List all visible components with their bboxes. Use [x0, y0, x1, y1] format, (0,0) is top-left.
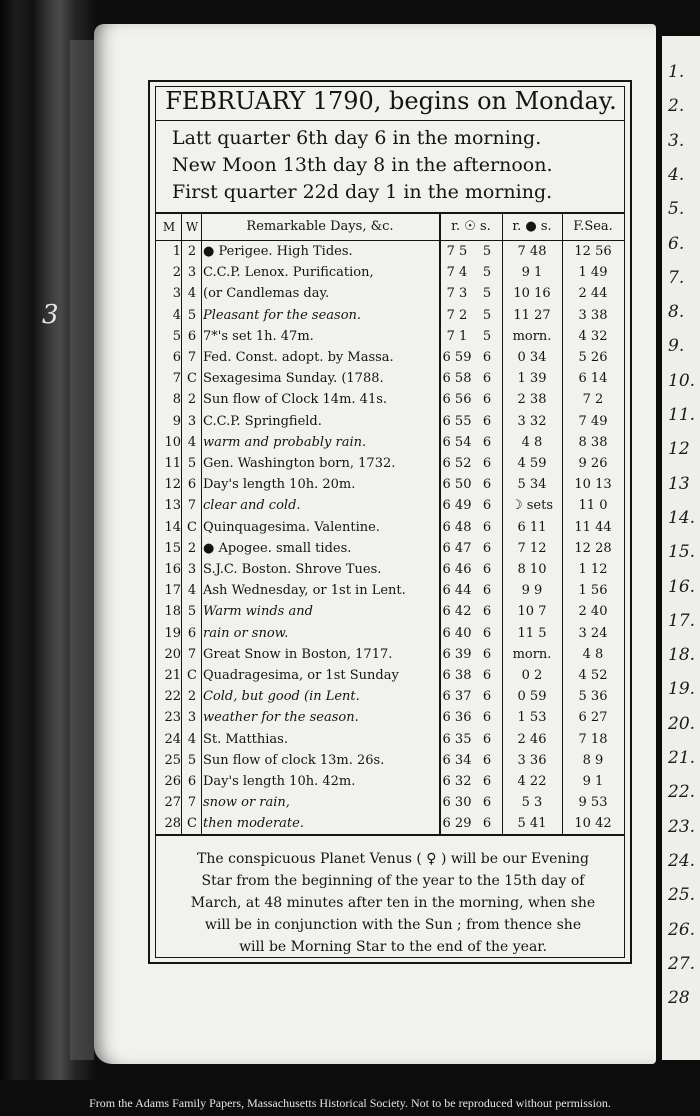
day-of-month: 28	[164, 816, 181, 832]
remarkable-day: St. Matthias.	[203, 731, 288, 747]
sun-rise: 6 40	[442, 625, 472, 641]
moon-rise-set: 5 34	[517, 477, 547, 493]
day-of-month: 2	[172, 265, 181, 281]
handwritten-day-number: 21.	[668, 748, 696, 768]
day-of-month: 3	[172, 286, 181, 302]
handwritten-day-number: 23.	[668, 816, 696, 837]
sun-set: 6	[482, 625, 492, 641]
table-row	[155, 751, 625, 771]
full-sea: 12 28	[574, 540, 612, 556]
sun-set: 6	[482, 519, 492, 535]
venus-note-line: will be in conjunction with the Sun ; from thence she	[204, 917, 582, 933]
day-of-week: 7	[187, 350, 197, 365]
moon-rise-set: 8 10	[517, 562, 547, 577]
handwritten-day-number: 20.	[668, 713, 696, 734]
day-of-month: 24	[164, 731, 181, 747]
day-of-month: 19	[164, 625, 181, 641]
remarkable-day: Day's length 10h. 42m.	[203, 774, 356, 789]
full-sea: 7 49	[578, 413, 608, 429]
moon-rise-set: 4 59	[517, 456, 547, 471]
handwritten-day-number: 19.	[668, 679, 696, 700]
sun-set: 6	[482, 413, 492, 429]
sun-set: 6	[482, 540, 492, 556]
sun-rise: 6 59	[442, 350, 472, 365]
day-of-month: 16	[164, 562, 181, 577]
handwritten-day-number: 8.	[668, 302, 685, 323]
full-sea: 10 13	[574, 477, 612, 493]
moon-rise-set: 11 27	[513, 307, 551, 323]
moon-rise-set: ☽ sets	[510, 498, 554, 514]
table-row	[155, 624, 625, 644]
sun-set: 6	[482, 477, 492, 493]
table-row	[155, 496, 625, 516]
sun-rise: 6 36	[442, 710, 472, 726]
handwritten-day-number: 16.	[668, 576, 696, 597]
header-rule	[155, 240, 625, 241]
day-of-month: 18	[164, 604, 181, 620]
remarkable-day: 7*'s set 1h. 47m.	[203, 328, 314, 344]
remarkable-day: C.C.P. Springfield.	[203, 413, 322, 429]
day-of-month: 23	[164, 710, 181, 726]
table-row	[155, 369, 625, 389]
sun-set: 6	[482, 816, 492, 832]
day-of-week: 4	[187, 731, 197, 747]
full-sea: 11 0	[578, 498, 608, 514]
remarkable-day: Day's length 10h. 20m.	[203, 477, 356, 493]
sun-set: 6	[482, 795, 492, 811]
table-row	[155, 263, 625, 283]
sun-set: 6	[482, 710, 492, 726]
sun-rise: 7 4	[446, 265, 468, 281]
table-row	[155, 772, 625, 792]
full-sea: 8 9	[582, 752, 604, 768]
full-sea: 5 26	[578, 350, 608, 365]
full-sea: 3 38	[578, 307, 608, 323]
table-row	[155, 814, 625, 834]
moon-section-rule	[155, 212, 625, 214]
day-of-month: 22	[164, 689, 181, 705]
full-sea: 4 8	[582, 646, 604, 662]
handwritten-day-number: 14.	[668, 507, 696, 528]
day-of-month: 20	[164, 646, 181, 662]
sun-rise: 6 47	[442, 540, 472, 556]
full-sea: 4 32	[578, 328, 608, 344]
sun-rise: 6 35	[442, 731, 472, 747]
remarkable-day: Cold, but good (in Lent.	[203, 689, 360, 705]
day-of-week: C	[187, 371, 197, 387]
day-of-month: 10	[164, 434, 181, 450]
table-row	[155, 793, 625, 813]
day-of-week: 6	[187, 625, 197, 641]
day-of-month: 9	[172, 413, 181, 429]
table-row	[155, 560, 625, 580]
sun-set: 6	[482, 371, 492, 387]
handwritten-day-number: 26.	[668, 919, 696, 940]
day-of-month: 11	[164, 456, 181, 471]
moon-rise-set: 11 5	[517, 625, 547, 641]
moon-rise-set: 1 39	[517, 371, 547, 387]
sun-set: 6	[482, 498, 492, 514]
remarkable-day: Great Snow in Boston, 1717.	[203, 646, 393, 662]
day-of-week: 2	[187, 392, 197, 408]
sun-rise: 6 55	[442, 413, 472, 429]
sun-set: 6	[482, 392, 492, 408]
moon-rise-set: 5 3	[521, 795, 543, 811]
handwritten-day-number: 7.	[668, 267, 685, 288]
day-of-month: 7	[172, 371, 181, 387]
title-rule	[155, 120, 625, 121]
handwritten-day-number: 24.	[668, 850, 696, 871]
remarkable-day: Warm winds and	[203, 604, 313, 620]
moon-rise-set: 9 9	[521, 583, 543, 599]
moon-rise-set: 7 48	[517, 244, 547, 259]
full-sea: 7 18	[578, 731, 608, 747]
day-of-month: 6	[172, 350, 181, 365]
table-row	[155, 327, 625, 347]
day-of-week: 5	[187, 307, 197, 323]
full-sea: 6 14	[578, 371, 608, 387]
full-sea: 7 2	[582, 392, 604, 408]
sun-rise: 6 38	[442, 668, 472, 683]
moon-rise-set: 3 32	[517, 413, 547, 429]
remarkable-day: clear and cold.	[203, 498, 301, 514]
remarkable-day: warm and probably rain.	[203, 434, 367, 450]
table-row	[155, 412, 625, 432]
day-of-month: 25	[164, 752, 181, 768]
remarkable-day: Quinquagesima. Valentine.	[203, 519, 380, 535]
table-row	[155, 348, 625, 368]
table-row	[155, 433, 625, 453]
day-of-week: C	[187, 668, 197, 683]
moon-rise-set: morn.	[512, 328, 552, 344]
table-row	[155, 539, 625, 559]
moon-rise-set: 4 8	[521, 434, 543, 450]
day-of-week: 6	[187, 328, 197, 344]
day-of-week: 5	[187, 752, 197, 768]
full-sea: 6 27	[578, 710, 608, 726]
table-row	[155, 602, 625, 622]
moon-rise-set: 4 22	[517, 774, 547, 789]
remarkable-day: Sun flow of clock 13m. 26s.	[203, 752, 385, 768]
sun-rise: 6 37	[442, 689, 472, 705]
sun-rise: 6 52	[442, 456, 472, 471]
handwritten-day-number: 1.	[668, 62, 685, 82]
sun-rise: 6 49	[442, 498, 472, 514]
sun-set: 5	[482, 265, 492, 281]
full-sea: 11 44	[574, 519, 612, 535]
remarkable-day: Quadragesima, or 1st Sunday	[203, 668, 399, 683]
remarkable-day: ● Perigee. High Tides.	[203, 244, 353, 259]
table-row	[155, 687, 625, 707]
day-of-week: C	[187, 816, 197, 832]
day-of-month: 5	[172, 328, 181, 344]
full-sea: 3 24	[578, 625, 608, 641]
remarkable-day: Fed. Const. adopt. by Massa.	[203, 350, 394, 365]
full-sea: 9 1	[582, 774, 604, 789]
remarkable-day: Ash Wednesday, or 1st in Lent.	[203, 583, 406, 599]
sun-rise: 6 48	[442, 519, 472, 535]
handwritten-day-number: 13	[668, 473, 690, 494]
full-sea: 1 49	[578, 265, 608, 281]
day-of-month: 13	[164, 498, 181, 514]
remarkable-day: rain or snow.	[203, 625, 289, 641]
remarkable-day: Pleasant for the season.	[203, 307, 362, 323]
day-of-week: 7	[187, 795, 197, 811]
full-sea: 10 42	[574, 816, 612, 832]
sun-set: 6	[482, 434, 492, 450]
moon-rise-set: 5 41	[517, 816, 547, 832]
page-stack-edge	[70, 40, 94, 1060]
moon-rise-set: 10 7	[517, 604, 547, 620]
sun-rise: 6 32	[442, 774, 472, 789]
remarkable-day: C.C.P. Lenox. Purification,	[203, 265, 374, 281]
handwritten-day-number: 28	[668, 988, 690, 1009]
table-bottom-rule	[155, 834, 625, 836]
table-row	[155, 390, 625, 410]
remarkable-day: Sexagesima Sunday. (1788.	[203, 371, 384, 387]
full-sea: 1 12	[578, 562, 608, 577]
day-of-week: 4	[187, 286, 197, 302]
moon-phase-3: First quarter 22d day 1 in the morning.	[172, 181, 553, 203]
full-sea: 2 40	[578, 604, 608, 620]
handwritten-day-number: 17.	[668, 610, 696, 631]
moon-rise-set: 10 16	[513, 286, 551, 302]
day-of-month: 17	[164, 583, 181, 599]
sun-set: 6	[482, 583, 492, 599]
day-of-month: 1	[172, 244, 181, 259]
day-of-week: 7	[187, 498, 197, 514]
sun-rise: 6 34	[442, 752, 472, 768]
handwritten-day-number: 10.	[668, 370, 696, 391]
table-row	[155, 306, 625, 326]
day-of-month: 21	[164, 668, 181, 683]
handwritten-day-number: 15.	[668, 542, 696, 563]
handwritten-day-number: 12	[668, 439, 690, 460]
venus-note-line: Star from the beginning of the year to the 15th day of	[201, 873, 585, 889]
sun-set: 6	[482, 562, 492, 577]
sun-set: 5	[482, 286, 492, 302]
full-sea: 5 36	[578, 689, 608, 705]
full-sea: 9 53	[578, 795, 608, 811]
full-sea: 1 56	[578, 583, 608, 599]
day-of-month: 26	[164, 774, 181, 789]
day-of-week: 5	[187, 456, 197, 471]
day-of-week: 2	[187, 689, 197, 705]
handwritten-day-number: 27.	[668, 953, 696, 974]
sun-rise: 6 58	[442, 371, 472, 387]
table-row	[155, 666, 625, 686]
facing-page-margin	[662, 36, 700, 1060]
sun-rise: 7 1	[446, 328, 468, 344]
full-sea: 2 44	[578, 286, 608, 302]
handwritten-day-number: 5.	[668, 199, 685, 220]
table-row	[155, 581, 625, 601]
venus-note-line: The conspicuous Planet Venus ( ♀ ) will be our Evening	[197, 851, 589, 867]
day-of-week: 6	[187, 774, 197, 789]
sun-set: 6	[482, 456, 492, 471]
moon-rise-set: 6 11	[517, 519, 547, 535]
remarkable-day: weather for the season.	[203, 710, 359, 726]
sun-rise: 6 46	[442, 562, 472, 577]
sun-set: 5	[482, 307, 492, 323]
spine-mark: 3	[42, 300, 59, 330]
moon-rise-set: 1 53	[517, 710, 547, 726]
day-of-month: 12	[164, 477, 181, 493]
header-month-day: M	[162, 220, 176, 234]
moon-phase-1: Latt quarter 6th day 6 in the morning.	[172, 127, 542, 149]
handwritten-day-number: 18.	[668, 645, 696, 666]
moon-rise-set: 2 38	[517, 392, 547, 408]
sun-set: 6	[482, 774, 492, 789]
venus-note-line: March, at 48 minutes after ten in the morning, when she	[190, 895, 596, 911]
sun-rise: 6 44	[442, 583, 472, 599]
handwritten-day-number: 3.	[668, 130, 685, 151]
table-row	[155, 518, 625, 538]
moon-rise-set: 0 2	[521, 668, 543, 683]
day-of-week: 5	[187, 604, 197, 620]
handwritten-day-number: 22.	[668, 782, 696, 803]
sun-rise: 7 5	[446, 244, 468, 259]
moon-rise-set: 2 46	[517, 731, 547, 747]
moon-rise-set: 0 59	[517, 689, 547, 705]
sun-rise: 7 2	[446, 307, 468, 323]
moon-rise-set: 0 34	[517, 350, 547, 365]
day-of-week: 4	[187, 434, 197, 450]
full-sea: 8 38	[578, 434, 608, 450]
remarkable-day: (or Candlemas day.	[203, 286, 330, 302]
sun-set: 5	[482, 328, 492, 344]
day-of-month: 15	[164, 540, 181, 556]
table-row	[155, 645, 625, 665]
day-of-month: 27	[164, 795, 181, 811]
archive-caption: From the Adams Family Papers, Massachusetts Historical Society. Not to be reproduced without permission.	[89, 1096, 611, 1110]
venus-note-line: will be Morning Star to the end of the year.	[239, 939, 547, 955]
remarkable-day: S.J.C. Boston. Shrove Tues.	[203, 562, 382, 577]
moon-rise-set: 7 12	[517, 540, 547, 556]
full-sea: 12 56	[574, 244, 612, 259]
page-title: FEBRUARY 1790, begins on Monday.	[165, 87, 617, 115]
day-of-week: 3	[187, 265, 197, 281]
sun-set: 5	[482, 244, 492, 259]
moon-rise-set: morn.	[512, 646, 552, 662]
sun-set: 6	[482, 646, 492, 662]
day-of-week: 3	[187, 413, 197, 429]
sun-set: 6	[482, 731, 492, 747]
handwritten-day-number: 4.	[668, 164, 685, 185]
header-full-sea: F.Sea.	[573, 219, 613, 234]
handwritten-day-number: 6.	[668, 233, 685, 254]
sun-rise: 6 50	[442, 477, 472, 493]
sun-rise: 6 39	[442, 646, 472, 662]
day-of-month: 14	[164, 519, 181, 535]
day-of-week: 3	[187, 710, 197, 726]
sun-set: 6	[482, 604, 492, 620]
remarkable-day: Gen. Washington born, 1732.	[203, 456, 396, 471]
full-sea: 4 52	[578, 668, 608, 683]
day-of-week: 2	[187, 244, 197, 259]
handwritten-day-number: 25.	[668, 885, 696, 906]
moon-rise-set: 9 1	[521, 265, 543, 281]
remarkable-day: ● Apogee. small tides.	[203, 540, 352, 556]
day-of-week: C	[187, 519, 197, 535]
day-of-week: 6	[187, 477, 197, 493]
moon-rise-set: 3 36	[517, 752, 547, 768]
moon-phase-2: New Moon 13th day 8 in the afternoon.	[172, 154, 553, 176]
handwritten-day-number: 9.	[668, 336, 685, 357]
sun-rise: 6 56	[442, 392, 472, 408]
remarkable-day: Sun flow of Clock 14m. 41s.	[203, 392, 388, 408]
sun-set: 6	[482, 689, 492, 705]
sun-rise: 7 3	[446, 286, 468, 302]
day-of-week: 7	[187, 646, 197, 662]
sun-rise: 6 29	[442, 816, 472, 832]
handwritten-day-number: 11.	[668, 405, 696, 425]
table-row	[155, 284, 625, 304]
remarkable-day: snow or rain,	[203, 795, 290, 811]
header-moon-rise-set: r. ● s.	[512, 219, 552, 234]
table-row	[155, 242, 625, 262]
table-row	[155, 708, 625, 728]
sun-rise: 6 42	[442, 604, 472, 620]
sun-rise: 6 54	[442, 434, 472, 450]
day-of-month: 4	[172, 307, 181, 323]
handwritten-day-number: 2.	[668, 96, 685, 117]
table-row	[155, 454, 625, 474]
sun-rise: 6 30	[442, 795, 472, 811]
full-sea: 9 26	[578, 456, 608, 471]
day-of-week: 4	[187, 583, 197, 599]
day-of-week: 2	[187, 540, 197, 556]
sun-set: 6	[482, 350, 492, 365]
table-row	[155, 730, 625, 750]
header-week-day: W	[185, 220, 199, 234]
header-sun-rise-set: r. ☉ s.	[451, 219, 491, 234]
table-row	[155, 475, 625, 495]
sun-set: 6	[482, 668, 492, 683]
header-remarkable-days: Remarkable Days, &c.	[246, 219, 394, 234]
remarkable-day: then moderate.	[203, 816, 304, 832]
day-of-week: 3	[187, 562, 197, 577]
sun-set: 6	[482, 752, 492, 768]
day-of-month: 8	[172, 392, 181, 408]
